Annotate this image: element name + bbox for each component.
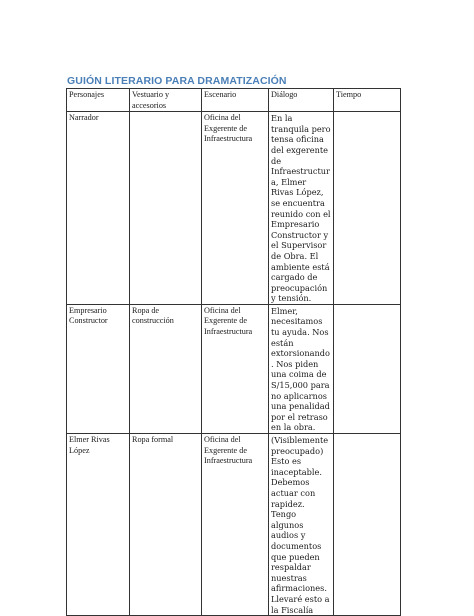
table-row: [67, 434, 401, 616]
cell-dialogo: Elmer, necesitamos tu ayuda. Nos están extorsionando. Nos piden una coima de S/15,000 para no aplicarnos una penalidad por el retraso en la obra.: [269, 304, 334, 433]
header-tiempo: Tiempo: [334, 89, 401, 112]
header-escenario: Escenario: [202, 89, 269, 112]
cell-escenario: Oficina del Exgerente de Infraestructura: [202, 112, 269, 305]
table-row: [67, 304, 401, 433]
cell-vestuario: [130, 112, 202, 305]
header-vestuario: Vestuario y accesorios: [130, 89, 202, 112]
cell-vestuario: Ropa de construcción: [130, 304, 202, 433]
cell-escenario: Oficina del Exgerente de Infraestructura: [202, 304, 269, 433]
table-row: [67, 112, 401, 305]
cell-vestuario: Ropa formal: [130, 434, 202, 616]
cell-tiempo: [334, 112, 401, 305]
cell-dialogo: (Visiblemente preocupado) Esto es inaceptable. Debemos actuar con rapidez. Tengo algunos audios y documentos que pueden respaldar nuestras afirmaciones. Llevaré esto a la Fiscalía: [269, 434, 334, 616]
table-header-row: [67, 89, 401, 112]
cell-personaje: Elmer Rivas López: [67, 434, 130, 616]
header-personajes: Personajes: [67, 89, 130, 112]
script-table: [66, 88, 401, 616]
header-dialogo: Diálogo: [269, 89, 334, 112]
cell-personaje: Narrador: [67, 112, 130, 305]
cell-dialogo: En la tranquila pero tensa oficina del exgerente de Infraestructura, Elmer Rivas López, se encuentra reunido con el Empresario Constructor y el Supervisor de Obra. El ambiente está cargado de preocupación y tensión.: [269, 112, 334, 305]
cell-escenario: Oficina del Exgerente de Infraestructura: [202, 434, 269, 616]
cell-tiempo: [334, 434, 401, 616]
document-title: GUIÓN LITERARIO PARA DRAMATIZACIÓN: [67, 75, 287, 87]
cell-tiempo: [334, 304, 401, 433]
cell-personaje: Empresario Constructor: [67, 304, 130, 433]
